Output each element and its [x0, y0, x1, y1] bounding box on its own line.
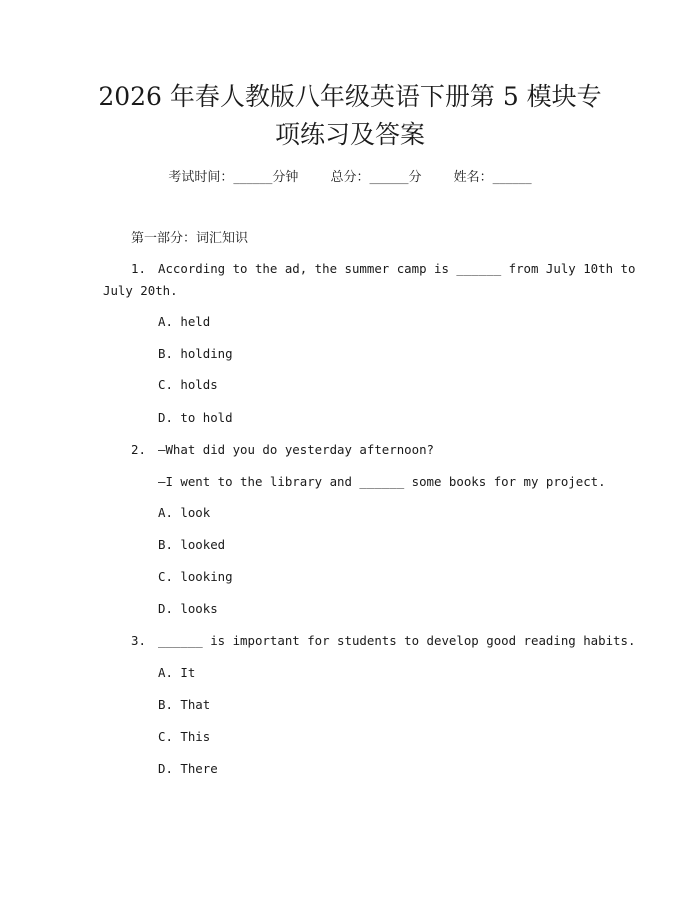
exam-time-field: 考试时间：______分钟 — [168, 170, 299, 185]
total-score-field: 总分：______分 — [330, 170, 422, 185]
page-title — [60, 78, 640, 154]
question-number: 3. — [131, 633, 146, 648]
option-c: C. looking — [158, 569, 233, 584]
option-b: B. holding — [158, 346, 233, 361]
question-3 — [0, 631, 700, 791]
option-a: A. look — [158, 505, 211, 520]
option-d: D. There — [158, 761, 218, 776]
question-number: 1. — [131, 261, 146, 276]
section-heading: 第一部分：词汇知识 — [131, 231, 249, 246]
exam-info-row — [0, 168, 700, 188]
option-c: C. This — [158, 729, 211, 744]
question-1 — [0, 259, 700, 439]
question-2 — [0, 440, 700, 620]
option-c: C. holds — [158, 377, 218, 392]
question-number: 2. — [131, 442, 146, 457]
student-name-field: 姓名：______ — [453, 170, 532, 185]
question-text-line-1: —What did you do yesterday afternoon? — [158, 442, 435, 457]
question-text-line-1: According to the ad, the summer camp is ______ from July 10th to — [158, 261, 636, 276]
option-a: A. held — [158, 314, 211, 329]
option-b: B. That — [158, 697, 211, 712]
question-text-line-1: ______ is important for students to develop good reading habits. — [158, 633, 636, 648]
option-b: B. looked — [158, 537, 226, 552]
question-text-line-2: July 20th. — [103, 283, 178, 298]
option-d: D. looks — [158, 601, 218, 616]
option-d: D. to hold — [158, 410, 233, 425]
title-line-2: 项练习及答案 — [274, 120, 425, 149]
question-text-line-2: —I went to the library and ______ some books for my project. — [158, 474, 606, 489]
option-a: A. It — [158, 665, 196, 680]
title-line-1: 2026 年春人教版八年级英语下册第 5 模块专 — [98, 82, 602, 111]
